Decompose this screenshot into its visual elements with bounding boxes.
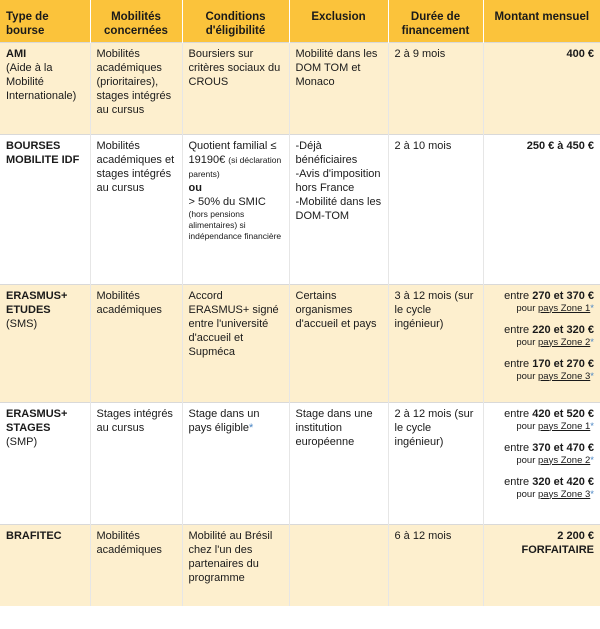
header-montant: Montant mensuel — [483, 0, 600, 42]
cell-exclusion: Stage dans une institution européenne — [289, 402, 388, 524]
amount-prefix: entre — [504, 475, 530, 488]
pays-prefix: pour — [516, 336, 536, 348]
bourse-subtitle: (SMS) — [6, 317, 38, 330]
header-type: Type de bourse — [0, 0, 90, 42]
zone-link[interactable]: pays Zone 2 — [538, 454, 591, 466]
montant-zone-1 — [490, 407, 595, 433]
table-row — [0, 284, 600, 402]
condition-quotient: Quotient familial ≤ 19190€ — [188, 139, 277, 166]
cell-type — [0, 42, 90, 134]
pays-prefix: pour — [516, 454, 536, 466]
amount-prefix: entre — [504, 407, 530, 420]
header-row — [0, 0, 600, 42]
bourse-name: ERASMUS+ ETUDES — [6, 289, 68, 316]
amount-range: 170 et 270 € — [532, 357, 594, 370]
asterisk: * — [590, 370, 594, 382]
pays-prefix: pour — [516, 370, 536, 382]
condition-text: Stage dans un pays éligible — [188, 407, 260, 434]
zone-link[interactable]: pays Zone 3 — [538, 488, 591, 500]
bourse-subtitle: (Aide à la Mobilité Internationale) — [6, 61, 77, 102]
amount-prefix: entre — [504, 289, 530, 302]
amount-prefix: entre — [504, 441, 530, 454]
bourse-name: ERASMUS+ STAGES — [6, 407, 68, 434]
bourse-name: AMI — [6, 47, 27, 60]
cell-conditions — [182, 134, 289, 284]
header-mobilites: Mobilités concernées — [90, 0, 182, 42]
amount-range: 370 et 470 € — [532, 441, 594, 454]
cell-exclusion: -Déjà bénéficiaires -Avis d'imposition hors France -Mobilité dans les DOM-TOM — [289, 134, 388, 284]
cell-duree: 2 à 12 mois (sur le cycle ingénieur) — [388, 402, 483, 524]
cell-exclusion: Mobilité dans les DOM TOM et Monaco — [289, 42, 388, 134]
cell-conditions: Boursiers sur critères sociaux du CROUS — [182, 42, 289, 134]
cell-montant — [483, 284, 600, 402]
amount-range: 320 et 420 € — [532, 475, 594, 488]
cell-montant: 400 € — [483, 42, 600, 134]
cell-duree: 6 à 12 mois — [388, 524, 483, 606]
cell-type — [0, 284, 90, 402]
cell-conditions — [182, 402, 289, 524]
amount-prefix: entre — [504, 357, 530, 370]
cell-duree: 2 à 9 mois — [388, 42, 483, 134]
cell-type — [0, 524, 90, 606]
cell-mobilites: Mobilités académiques — [90, 524, 182, 606]
condition-ou: ou — [188, 181, 202, 194]
asterisk: * — [249, 421, 254, 434]
pays-prefix: pour — [516, 420, 536, 432]
cell-exclusion: Certains organismes d'accueil et pays — [289, 284, 388, 402]
asterisk: * — [590, 488, 594, 500]
condition-smic-note: (hors pensions alimentaires) si indépendance financière — [188, 208, 282, 241]
header-conditions: Conditions d'éligibilité — [182, 0, 289, 42]
cell-mobilites: Mobilités académiques (prioritaires), stages intégrés au cursus — [90, 42, 182, 134]
zone-link[interactable]: pays Zone 1 — [538, 302, 591, 314]
zone-link[interactable]: pays Zone 1 — [538, 420, 591, 432]
bourse-subtitle: (SMP) — [6, 435, 38, 448]
cell-conditions: Mobilité au Brésil chez l'un des partenaires du programme — [182, 524, 289, 606]
montant-zone-1 — [490, 289, 595, 315]
asterisk: * — [590, 336, 594, 348]
asterisk: * — [590, 420, 594, 432]
amount-range: 420 et 520 € — [532, 407, 594, 420]
table-row — [0, 134, 600, 284]
cell-duree: 3 à 12 mois (sur le cycle ingénieur) — [388, 284, 483, 402]
amount-range: 220 et 320 € — [532, 323, 594, 336]
cell-type — [0, 134, 90, 284]
cell-exclusion — [289, 524, 388, 606]
table-row — [0, 42, 600, 134]
table-row — [0, 524, 600, 606]
cell-conditions: Accord ERASMUS+ signé entre l'université d'accueil et Supméca — [182, 284, 289, 402]
cell-montant — [483, 402, 600, 524]
bourse-name: BRAFITEC — [6, 529, 62, 542]
asterisk: * — [590, 454, 594, 466]
cell-duree: 2 à 10 mois — [388, 134, 483, 284]
cell-montant: 250 € à 450 € — [483, 134, 600, 284]
pays-prefix: pour — [516, 488, 536, 500]
cell-mobilites: Stages intégrés au cursus — [90, 402, 182, 524]
amount-range: 270 et 370 € — [532, 289, 594, 302]
pays-prefix: pour — [516, 302, 536, 314]
header-duree: Durée de financement — [388, 0, 483, 42]
cell-type — [0, 402, 90, 524]
amount-prefix: entre — [504, 323, 530, 336]
condition-quotient-note: (si déclaration parents) — [188, 154, 282, 179]
table-row — [0, 402, 600, 524]
cell-mobilites: Mobilités académiques et stages intégrés au cursus — [90, 134, 182, 284]
zone-link[interactable]: pays Zone 3 — [538, 370, 591, 382]
montant-zone-2 — [490, 323, 595, 349]
cell-mobilites: Mobilités académiques — [90, 284, 182, 402]
cell-montant: 2 200 € FORFAITAIRE — [483, 524, 600, 606]
montant-zone-3 — [490, 475, 595, 501]
condition-smic: > 50% du SMIC — [188, 195, 266, 208]
bourse-name: BOURSES MOBILITE IDF — [6, 139, 80, 166]
asterisk: * — [590, 302, 594, 314]
zone-link[interactable]: pays Zone 2 — [538, 336, 591, 348]
montant-zone-2 — [490, 441, 595, 467]
montant-zone-3 — [490, 357, 595, 383]
header-exclusion: Exclusion — [289, 0, 388, 42]
